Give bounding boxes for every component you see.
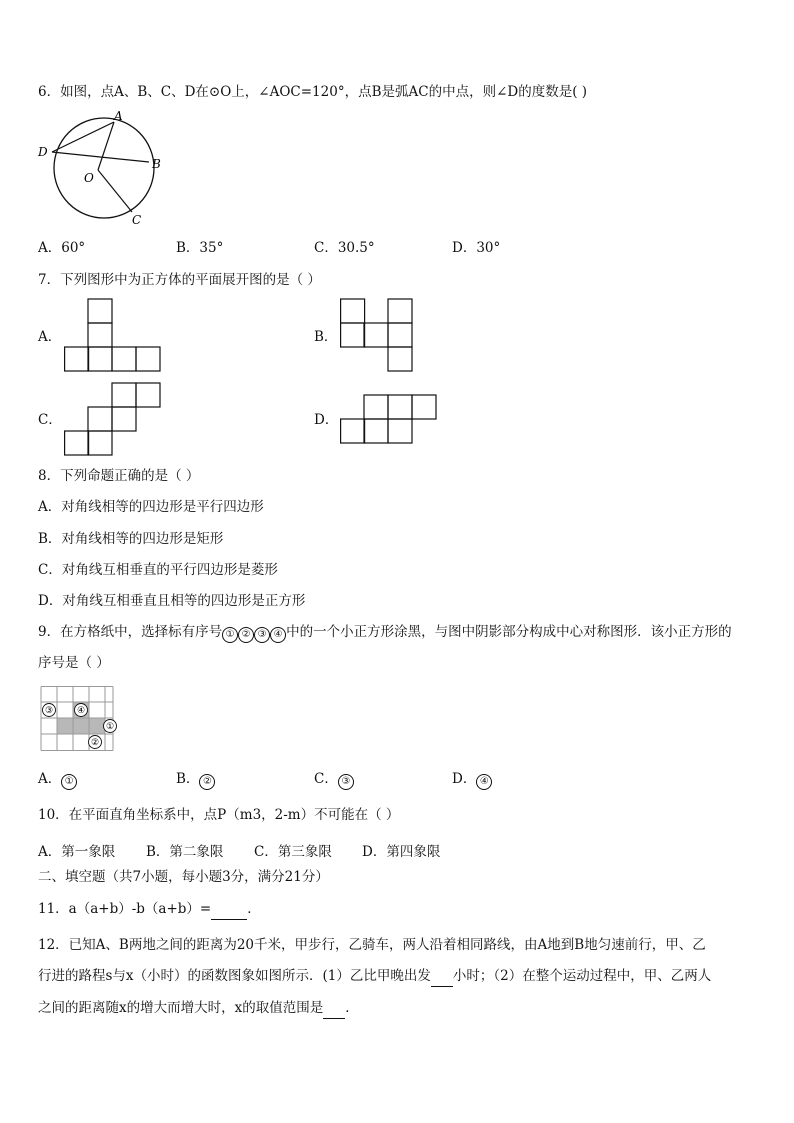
q12-answer-blank-2 [323, 998, 345, 1019]
q8-option-b: B．对角线相等的四边形是矩形 [38, 531, 224, 547]
q9-option-c-mark: ③ [338, 774, 354, 790]
q9-grid-mark-4: ④ [76, 706, 86, 716]
label-a: A [114, 109, 123, 123]
q7-option-c-label: C． [38, 412, 62, 428]
section-heading: 二、填空题（共7小题，每小题3分，满分21分） [38, 869, 329, 885]
q9-grid-mark-1: ① [105, 722, 115, 732]
q11-answer-blank [211, 899, 247, 920]
q6-option-a: A．60° [38, 240, 86, 256]
q8-option-d: D．对角线互相垂直且相等的四边形是正方形 [38, 593, 306, 609]
q9-option-b-mark: ② [199, 774, 215, 790]
radius-oc [98, 170, 132, 212]
q9-option-c [314, 769, 354, 790]
chord-db [52, 152, 149, 162]
q9-option-d-mark: ④ [476, 774, 492, 790]
q9-option-b [176, 769, 215, 790]
q10-option-d: D．第四象限 [362, 844, 441, 860]
q7-stem: 7．下列图形中为正方体的平面展开图的是（ ） [38, 272, 321, 288]
label-c: C [132, 213, 142, 227]
q9-circled-2: ② [238, 627, 254, 643]
label-b: B [152, 157, 161, 171]
q7-net-c [64, 382, 164, 457]
q12-line2 [38, 966, 711, 987]
q12-line1: 12．已知A、B两地之间的距离为20千米，甲步行，乙骑车，两人沿着相同路线，由A地到B地匀速前行，甲、乙 [38, 937, 706, 953]
q9-option-d-prefix: D． [452, 771, 477, 787]
q9-circled-3: ③ [254, 627, 270, 643]
q9-option-a-prefix: A． [38, 771, 62, 787]
q12-line2-part1: 行进的路程s与x（小时）的函数图象如图所示．(1）乙比甲晚出发 [38, 968, 431, 984]
q7-net-b [340, 298, 415, 373]
q9-option-c-prefix: C． [314, 771, 338, 787]
label-o: O [84, 171, 94, 185]
label-d: D [38, 145, 48, 159]
q8-stem: 8．下列命题正确的是（ ） [38, 468, 200, 484]
q12-line3-part1: 之间的距离随x的增大而增大时，x的取值范围是 [38, 1000, 324, 1016]
chord-da [52, 122, 114, 152]
q8-option-a: A．对角线相等的四边形是平行四边形 [38, 499, 264, 515]
q6-option-d: D．30° [452, 240, 501, 256]
q7-option-d-label: D． [314, 412, 339, 428]
q9-circled-1: ① [222, 627, 238, 643]
q6-stem: 6．如图，点A、B、C、D在⊙O上，∠AOC=120°，点B是弧AC的中点，则∠D的度数是( ) [38, 84, 588, 100]
q6-option-c: C．30.5° [314, 240, 375, 256]
circle-o [54, 118, 154, 218]
q7-net-a [64, 298, 162, 373]
q10-option-c: C．第三象限 [254, 844, 332, 860]
q9-option-d [452, 769, 492, 790]
q9-grid-mark-3: ③ [44, 706, 54, 716]
q7-net-d [340, 394, 440, 446]
q9-grid-mark-2: ② [90, 738, 100, 748]
q9-stem-line1 [38, 622, 732, 643]
q12-line3 [38, 998, 359, 1019]
q9-circled-4: ④ [270, 627, 286, 643]
q12-answer-blank-1 [431, 966, 453, 987]
q11-text: 11．a（a+b）-b（a+b）= [38, 901, 212, 917]
q10-option-b: B．第二象限 [146, 844, 224, 860]
q10-option-a: A．第一象限 [38, 844, 116, 860]
q9-stem-line2: 序号是（ ） [38, 655, 110, 671]
q11-end: ． [247, 901, 261, 917]
q6-option-b: B．35° [176, 240, 224, 256]
q7-option-a-label: A． [38, 329, 62, 345]
q6-circle-figure [30, 108, 170, 230]
q9-option-b-prefix: B． [176, 771, 200, 787]
q10-stem: 10．在平面直角坐标系中，点P（m3，2-m）不可能在（ ） [38, 807, 400, 823]
q12-line2-part2: 小时；（2）在整个运动过程中，甲、乙两人 [452, 968, 712, 984]
q7-option-b-label: B． [314, 329, 338, 345]
q8-option-c: C．对角线互相垂直的平行四边形是菱形 [38, 562, 278, 578]
q11-stem [38, 899, 261, 920]
q9-option-a-mark: ① [61, 774, 77, 790]
q9-option-a [38, 769, 77, 790]
q9-stem-part1: 9．在方格纸中，选择标有序号 [38, 624, 223, 640]
q12-line3-end: ． [345, 1000, 359, 1016]
q9-stem-part2: 中的一个小正方形涂黑，与图中阴影部分构成中心对称图形．该小正方形的 [286, 624, 732, 640]
q9-grid-figure [36, 686, 118, 752]
